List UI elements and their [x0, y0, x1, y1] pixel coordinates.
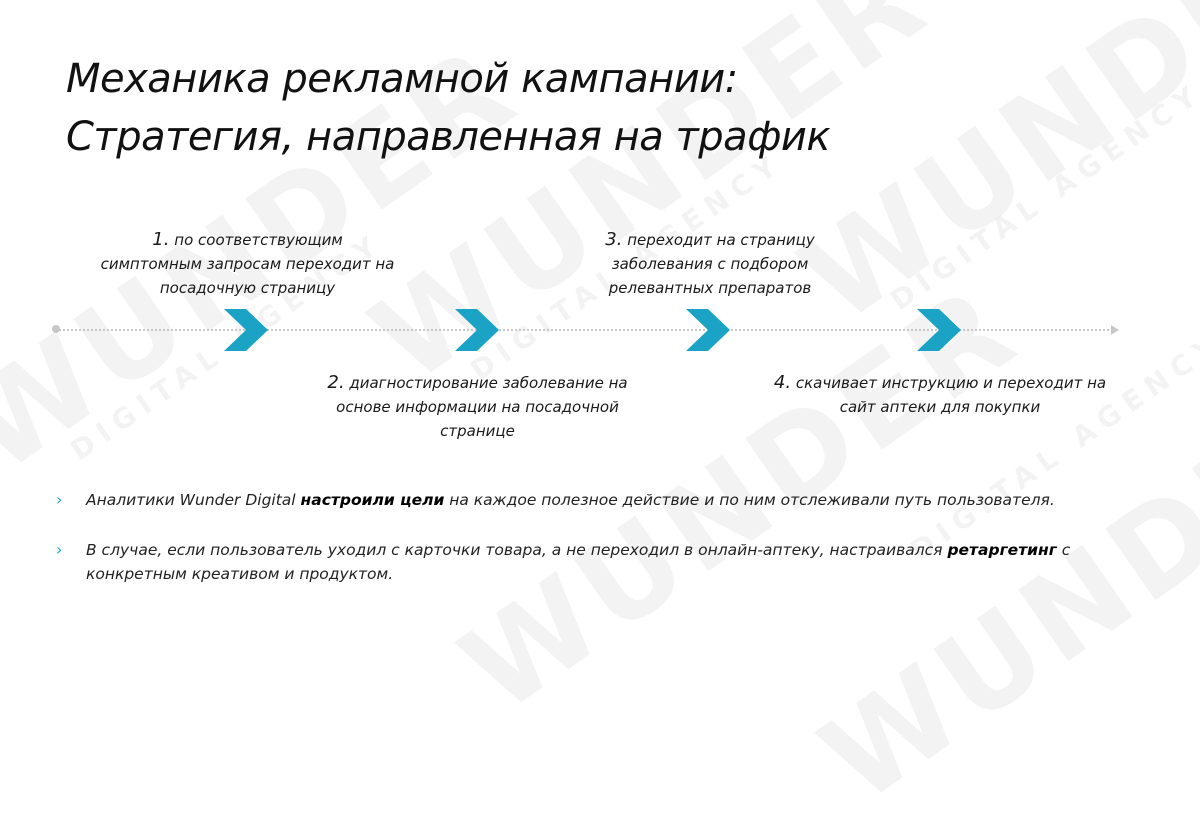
- bullet-list: [56, 488, 1156, 586]
- chevron-icon-3: [686, 309, 730, 351]
- watermark-tagline-3: [884, 76, 1200, 317]
- chevron-icon-2: [455, 309, 499, 351]
- chevron-right-icon: ›: [56, 490, 63, 509]
- step-1-text: по соответствующим симптомным запросам переходит на посадочную страницу: [100, 231, 395, 297]
- watermark-brand-3: [778, 0, 1200, 350]
- slide-title: [66, 50, 830, 166]
- step-3: [590, 228, 830, 300]
- bullet-1-text-bold: настроили цели: [300, 491, 445, 509]
- bullet-1-text-before: Аналитики Wunder Digital: [86, 491, 301, 509]
- bullet-2-text-bold: ретаргетинг: [947, 541, 1057, 559]
- step-1: [100, 228, 395, 300]
- step-1-number: 1.: [152, 229, 170, 250]
- step-4-number: 4.: [773, 372, 792, 393]
- step-4-text: скачивает инструкцию и переходит на сайт аптеки для покупки: [795, 374, 1107, 416]
- timeline-arrow-icon: [1111, 325, 1119, 335]
- bullet-item-2: [56, 538, 1156, 586]
- step-2-number: 2.: [327, 372, 345, 393]
- watermark-brand-5: [795, 349, 1200, 830]
- step-2: [325, 371, 630, 443]
- title-line-2: Стратегия, направленная на трафик: [66, 114, 831, 160]
- title-line-1: Механика рекламной кампании:: [66, 56, 738, 102]
- bullet-2-text-after: с конкретным креативом и продуктом.: [86, 541, 1071, 583]
- bullet-1-text-after: на каждое полезное действие и по ним отслеживали путь пользователя.: [444, 491, 1055, 509]
- step-2-text: диагностирование заболевание на основе информации на посадочной странице: [336, 374, 628, 440]
- chevron-icon-1: [224, 309, 268, 351]
- step-3-text: переходит на страницу заболевания с подбором релевантных препаратов: [608, 231, 815, 297]
- step-4: [770, 371, 1110, 419]
- bullet-2-text-before: В случае, если пользователь уходил с карточки товара, а не переходил в онлайн-аптеку, настраивался: [86, 541, 948, 559]
- step-3-number: 3.: [605, 229, 623, 250]
- chevron-right-icon: ›: [56, 540, 63, 559]
- bullet-item-1: [56, 488, 1156, 512]
- chevron-icon-4: [917, 309, 961, 351]
